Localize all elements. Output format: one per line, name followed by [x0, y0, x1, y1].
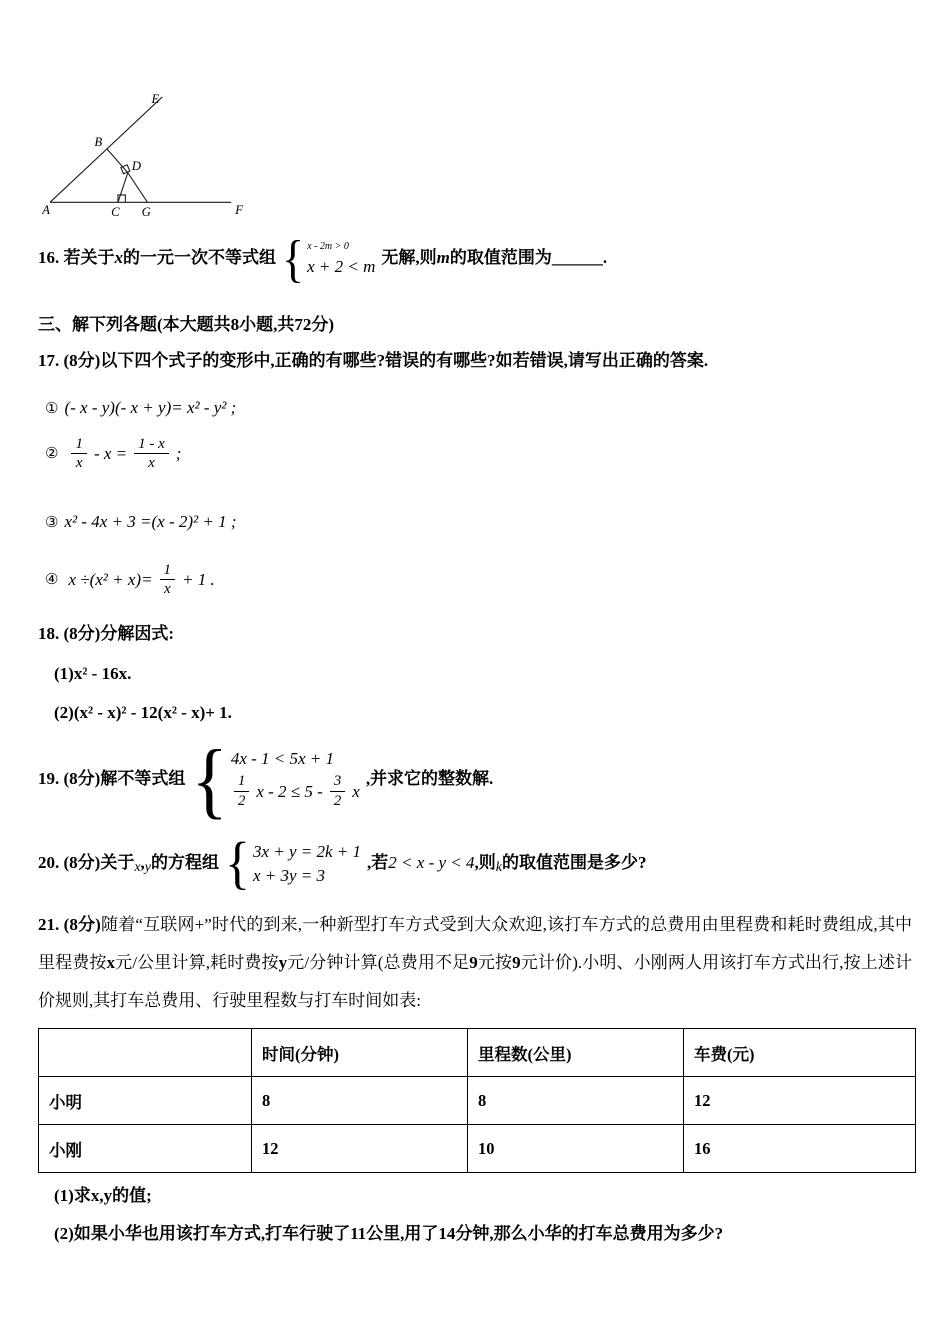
fraction-numerator: 3: [333, 773, 342, 790]
q19-tail: ,并求它的整数解.: [365, 768, 494, 788]
q17-item-1-expr: (- x - y)(- x + y)= x² - y² ;: [64, 398, 237, 417]
figure-label-g: G: [141, 205, 151, 220]
question-18-heading: 18. (8分)分解因式:: [38, 624, 174, 643]
q20-system-rows: [253, 841, 361, 887]
figure-label-c: C: [111, 205, 120, 220]
q21-sub-1: (1)求x,y的值;: [54, 1186, 152, 1206]
figure-label-f: F: [235, 203, 243, 218]
q20-equation-system: [225, 831, 362, 895]
fraction-numerator: 1: [163, 561, 172, 578]
q21-var-x: x: [106, 952, 116, 972]
q21-sub-2: (2)如果小华也用该打车方式,打车行驶了11公里,用了14分钟,那么小华的打车总费用为多少?: [54, 1224, 724, 1244]
fraction: [234, 772, 250, 811]
fare-table-header-row: [39, 1029, 916, 1077]
fraction-denominator: x: [134, 453, 169, 473]
q21-text-4: 元按: [477, 952, 513, 972]
table-header-time: 时间(分钟): [252, 1029, 468, 1077]
question-20: [38, 831, 912, 895]
figure-label-d: D: [131, 158, 141, 173]
q20-tail: 的取值范围是多少?: [501, 852, 647, 872]
fare-table: [38, 1028, 916, 1173]
q21-paragraph: [38, 906, 912, 1021]
q20-inequality: 2 < x - y < 4: [388, 852, 475, 872]
q21-text-3: 元/分钟计算(总费用不足: [287, 952, 470, 972]
q19-system-row2: [231, 772, 360, 811]
q16-system-row1: x - 2m > 0: [307, 240, 349, 252]
q21-num-9b: 9: [512, 952, 521, 972]
table-cell-time: 8: [252, 1077, 468, 1125]
fraction-denominator: 2: [234, 791, 250, 811]
figure-label-b: B: [94, 135, 103, 150]
table-header-distance: 里程数(公里): [468, 1029, 684, 1077]
fare-table-row-xiaogang: [39, 1125, 916, 1173]
item-marker-2: ②: [45, 445, 59, 462]
table-cell-fare: 16: [684, 1125, 916, 1173]
fraction-numerator: 1: [75, 435, 83, 452]
table-header-fare: 车费(元): [684, 1029, 916, 1077]
question-17-heading: 17. (8分)以下四个式子的变形中,正确的有哪些?错误的有哪些?如若错误,请写出正确的答案.: [38, 350, 709, 370]
q17-item-3: [45, 509, 912, 535]
q21-text-6: 小明、小刚两人用该打车方式出行,按上述计价规则,其打车总费用、行驶里程数与打车时间如表:: [38, 952, 913, 1010]
q19-system-row1: 4x - 1 < 5x + 1: [230, 749, 335, 769]
table-cell-fare: 12: [684, 1077, 916, 1125]
geometry-figure-svg: [42, 92, 254, 222]
q17-item-2-end: ;: [175, 444, 182, 463]
table-cell-name: 小刚: [39, 1125, 252, 1173]
q19-row2-end: x: [352, 782, 360, 801]
left-brace: {: [191, 732, 228, 827]
q20-system-row2: x + 3y = 3: [252, 866, 326, 885]
q17-item-4-lead: x ÷(x² + x)=: [68, 570, 153, 589]
left-brace: {: [282, 229, 305, 287]
fraction-denominator: 2: [330, 791, 346, 811]
q17-item-1: [45, 395, 912, 421]
q18-item-1: (1)x² - 16x.: [54, 663, 132, 683]
question-19: [38, 732, 912, 827]
q16-answer-blank: 的取值范围为______.: [449, 247, 608, 267]
question-21: [38, 906, 912, 1250]
q17-item-2: [45, 435, 912, 474]
q16-text-lead: 16. 若关于: [38, 247, 115, 267]
q21-text-5: 元计价).: [520, 952, 583, 972]
q20-var-y: y: [144, 859, 152, 875]
q21-num-9a: 9: [469, 952, 478, 972]
table-cell-distance: 8: [468, 1077, 684, 1125]
q21-number: 21. (8分): [38, 914, 101, 934]
q19-system-rows: [231, 748, 360, 811]
fraction: [160, 561, 176, 600]
q19-lead: 19. (8分)解不等式组: [38, 768, 186, 788]
q19-row2-mid: x - 2 ≤ 5 -: [256, 782, 323, 801]
q17-item-2-mid: - x =: [93, 444, 128, 463]
fraction-denominator: x: [71, 453, 87, 473]
q16-system-rows: [307, 241, 375, 278]
section-three-title: 三、解下列各题(本大题共8小题,共72分): [38, 315, 335, 334]
q18-item-2: (2)(x² - x)² - 12(x² - x)+ 1.: [54, 703, 232, 722]
table-cell-distance: 10: [468, 1125, 684, 1173]
q20-var-x: x: [134, 859, 141, 875]
geometry-figure: [42, 92, 256, 222]
fraction-numerator: 1: [237, 773, 246, 790]
q16-var-m: m: [436, 247, 450, 267]
q16-inequality-system: [282, 229, 376, 287]
q20-system-row1: 3x + y = 2k + 1: [252, 841, 362, 861]
q19-inequality-system: [191, 732, 360, 827]
table-cell-name: 小明: [39, 1077, 252, 1125]
left-brace: {: [225, 831, 250, 895]
segment-bd: [107, 149, 128, 173]
figure-label-e: E: [151, 92, 160, 106]
q21-text-2: 元/公里计算,耗时费按: [115, 952, 279, 972]
q21-var-y: y: [278, 952, 288, 972]
q16-text-mid: 的一元一次不等式组: [123, 247, 276, 267]
q17-item-4: [45, 561, 912, 600]
q16-system-row2: x + 2 < m: [307, 257, 376, 277]
item-marker-4: ④: [45, 571, 59, 588]
question-16: [38, 229, 912, 287]
item-marker-3: ③: [45, 515, 59, 531]
table-cell-empty: [39, 1029, 252, 1077]
q17-item-4-end: + 1 .: [182, 570, 215, 589]
q20-comma: ,: [140, 852, 145, 872]
ray-ae: [50, 97, 162, 202]
figure-label-a: A: [42, 203, 50, 218]
q20-mid: 的方程组: [151, 852, 220, 872]
q20-lead: 20. (8分)关于: [38, 852, 135, 872]
fraction: [71, 435, 87, 474]
q20-mid3: ,则: [474, 852, 496, 872]
fraction: [134, 435, 169, 474]
fraction-numerator: 1 - x: [138, 435, 165, 452]
q20-mid2: ,若: [367, 852, 389, 872]
fare-table-row-xiaoming: [39, 1077, 916, 1125]
q16-text-after: 无解,则: [381, 247, 437, 267]
segment-dg: [128, 173, 148, 203]
item-marker-1: ①: [45, 401, 59, 417]
fraction: [330, 772, 346, 811]
segment-dc: [118, 173, 128, 203]
q17-item-3-expr: x² - 4x + 3 =(x - 2)² + 1 ;: [64, 512, 237, 531]
q20-var-k: k: [495, 859, 502, 875]
q21-text-1: 随着“互联网+”时代的到来,一种新型打车方式受到大众欢迎,该打车方式的总费用由里程费和耗时费组成,其中里程费按: [38, 914, 912, 972]
fraction-denominator: x: [160, 579, 176, 599]
table-cell-time: 12: [252, 1125, 468, 1173]
q16-var-x: x: [114, 247, 123, 267]
